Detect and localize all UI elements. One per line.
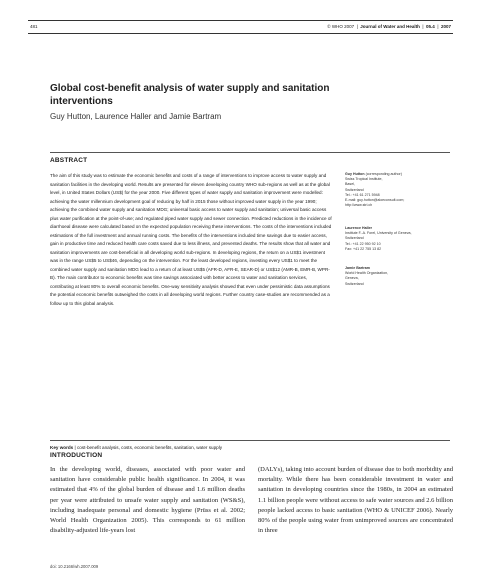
affiliation-name: Jamie Bartram (345, 266, 370, 270)
year: 2007 (440, 24, 451, 29)
affiliation-line: Tel.: +41 61 271 5948 (345, 192, 380, 197)
affiliation-line: Switzerland (345, 281, 364, 286)
keywords: | cost-benefit analysis, costs, economic benefits, sanitation, water supply (74, 445, 223, 450)
affiliation-line: World Health Organization, (345, 271, 389, 276)
affiliation-line: Switzerland (345, 187, 364, 192)
affiliation-line: Fax: +41 22 755 13 82 (345, 246, 382, 251)
page-number: 481 (30, 24, 38, 29)
affiliation-haller (345, 226, 455, 252)
abstract-heading: ABSTRACT (50, 157, 88, 164)
journal-info: © WHO 2007 | Journal of Water and Health | 05.4 | 2007 (327, 24, 451, 29)
affiliation-hutton (345, 172, 455, 208)
affiliation-line: Geneva, (345, 276, 359, 281)
doi: doi: 10.2166/wh.2007.009 (50, 564, 99, 569)
intro-left-column: In the developing world, diseases, associated with poor water and sanitation have considerable public health significance. In 2004, it was estimated that 4% of the global burden of disease and 1.6 million deaths per year were attributed to unsafe water supply and sanitation (WS&S), including inadequate personal and domestic hygiene (Prüss et al. 2002; World Health Organization 2005). This corresponds to 61 million disability-adjusted life-years lost (50, 466, 245, 535)
paper-authors: Guy Hutton, Laurence Haller and Jamie Bartram (50, 112, 222, 121)
volume-issue: 05.4 (426, 24, 435, 29)
affiliation-line: Switzerland (345, 236, 364, 241)
affiliation-line: Swiss Tropical Institute, (345, 177, 383, 182)
affiliation-bartram (345, 266, 455, 287)
affiliation-line: Tel.: +41 22 950 92 10 (345, 241, 381, 246)
affiliation-name: Laurence Haller (345, 226, 372, 230)
keywords-label: Key words (50, 445, 74, 450)
abstract-top-rule (50, 152, 450, 153)
intro-right-column: (DALYs), taking into account burden of disease due to both morbidity and mortality. While there has been considerable investment in water and sanitation in developing countries since the 1980s, in 2004 an estimated 1.1 billion people were without access to safe water sources and 2.6 billion people lacked access to basic sanitation (WHO & UNICEF 2006). Nearly 80% of the people using water from unimproved sources are concentrated in three (258, 466, 453, 535)
copyright: © WHO 2007 (327, 24, 355, 29)
keywords-line (50, 444, 340, 452)
affiliation-line: Institute F.-A. Forel, University of Geneva, (345, 231, 412, 236)
journal-name: Journal of Water and Health (360, 24, 420, 29)
affiliation-line: http://www.stri.ch (345, 203, 373, 208)
introduction-heading: INTRODUCTION (50, 452, 103, 459)
paper-title: Global cost-benefit analysis of water supply and sanitation interventions (50, 83, 330, 107)
running-header (28, 20, 453, 34)
abstract-text: The aim of this study was to estimate the economic benefits and costs of a range of interventions to improve access to water supply and sanitation facilities in the developing world. Results are presented for eleven developing country WHO sub-regions as well as at the global level, in United States Dollars (US$) for the year 2000. Five different types of water supply and sanitation improvement were modelled: achieving the water millennium development goal of reducing by half in 2015 those without improved water supply in the year 1990; achieving the combined water supply and sanitation MDG; universal basic access to water supply and sanitation; universal basic access plus water purification at the point-of-use; and regulated piped water supply and sewer connection. Predicted reductions in the incidence of diarrhoeal disease were calculated based on the expected population receiving these interventions. The costs of the interventions included estimations of the full investment and annual running costs. The benefits of the interventions included time savings due to easier access, gain in productive time and reduced health care costs saved due to less illness, and prevented deaths. The results show that all water and sanitation improvements are cost-beneficial in all developing world sub-regions. In developing regions, the return on a US$1 investment was in the range US$5 to US$46, depending on the intervention. For the least developed regions, investing every US$1 to meet the combined water supply and sanitation MDG lead to a return of at least US$5 (AFR-D, AFR-E, SEAR-D) or US$12 (AMR-B, EMR-B, WPR-B). The main contributor to economic benefits was time savings associated with better access to water and sanitation services, contributing at least 80% to overall economic benefits. One-way sensitivity analysis showed that even under pessimistic data assumptions the potential economic benefits outweighed the costs in all developing world regions. Further country case-studies are recommended as a follow up to this global analysis. (50, 173, 332, 306)
affiliation-role: (corresponding author) (365, 172, 402, 176)
affiliation-name: Guy Hutton (345, 172, 365, 176)
affiliation-line: Basel, (345, 182, 355, 187)
keywords-rule (50, 440, 450, 441)
affiliation-line: E-mail: guy.hutton@aloeconsult.com; (345, 198, 405, 203)
